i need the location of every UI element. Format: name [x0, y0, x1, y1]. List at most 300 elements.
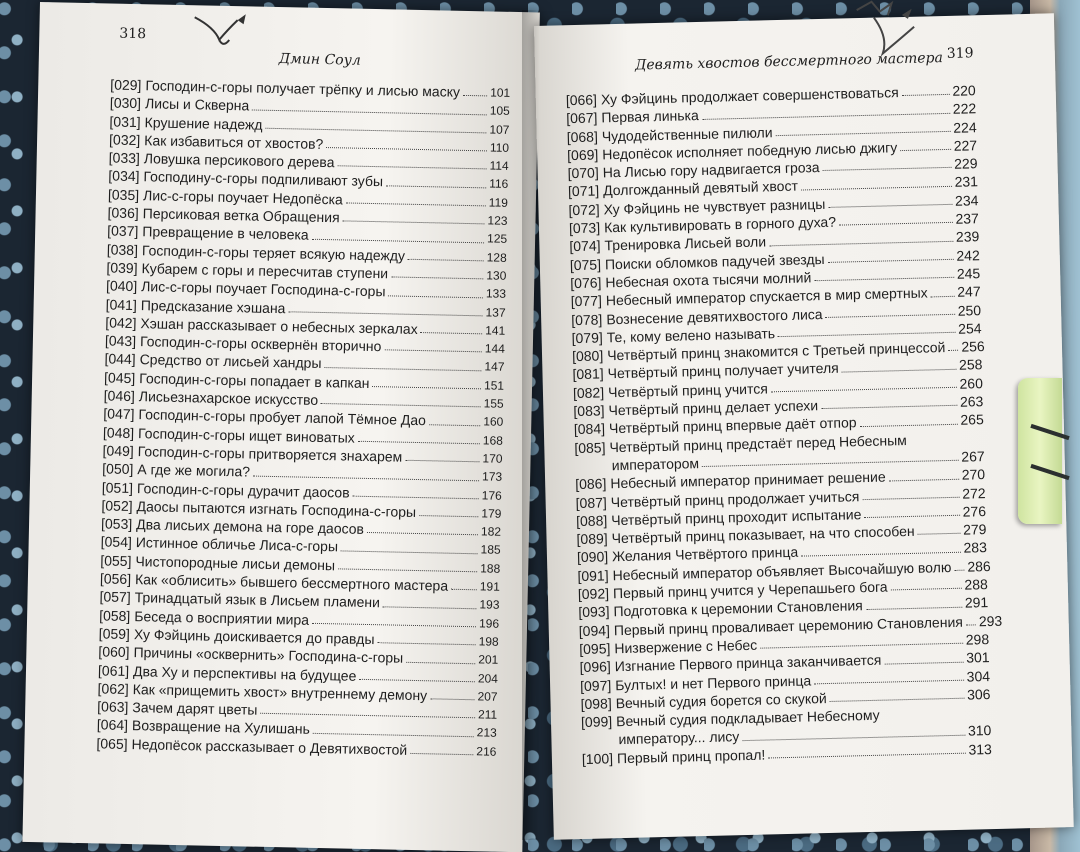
toc-entry-number: [037] — [107, 222, 139, 240]
toc-entry-number: [079] — [571, 329, 603, 347]
toc-entry-page: 144 — [484, 341, 505, 356]
toc-entry-number: [059] — [98, 625, 131, 642]
toc-entry-number: [058] — [99, 606, 131, 624]
toc-leader-dots — [312, 623, 476, 627]
toc-entry-page: 224 — [953, 118, 977, 136]
toc-leader-dots — [353, 495, 479, 499]
toc-entry-page: 242 — [956, 246, 980, 264]
toc-entry-page: 130 — [486, 268, 507, 283]
toc-entry-page: 245 — [956, 265, 981, 282]
toc-leader-dots — [406, 661, 475, 663]
toc-entry-number: [061] — [97, 661, 130, 679]
toc-entry-number: [049] — [102, 442, 134, 459]
toc-entry-number: [077] — [570, 292, 603, 310]
toc-leader-dots — [386, 185, 486, 188]
toc-entry-number: [030] — [109, 94, 142, 112]
toc-leader-dots — [821, 405, 957, 409]
toc-entry-page: 198 — [478, 634, 499, 649]
toc-entry-page: 213 — [476, 725, 497, 741]
toc-entry-page: 283 — [963, 539, 988, 557]
toc-leader-dots — [902, 94, 950, 96]
toc-leader-dots — [451, 589, 477, 591]
toc-entry-title: Лисьезнахарское искусство — [138, 388, 319, 408]
toc-entry-title: Первый принц пропал! — [616, 746, 766, 766]
toc-entry-title: Ловушка персикового дерева — [143, 150, 335, 171]
toc-entry-title: Как избавиться от хвостов? — [144, 132, 324, 152]
toc-leader-dots — [252, 109, 487, 115]
toc-entry-page: 234 — [954, 191, 979, 209]
toc-entry-title: Крушение надежд — [144, 113, 263, 133]
toc-entry-title: Четвёртый принц показывает, на что способен — [611, 522, 915, 547]
toc-leader-dots — [408, 259, 484, 262]
toc-leader-dots — [346, 203, 486, 207]
toc-leader-dots — [769, 240, 953, 245]
right-page — [534, 13, 1074, 839]
toc-entry-title: Чистопородные лисьи демоны — [135, 552, 336, 574]
toc-entry-page: 291 — [964, 594, 989, 611]
toc-leader-dots — [421, 332, 483, 334]
toc-entry-page: 119 — [488, 195, 509, 210]
toc-leader-dots — [891, 588, 962, 591]
toc-leader-dots — [429, 424, 480, 426]
left-running-head: Дмин Соул — [278, 51, 361, 69]
toc-entry-title: Долгожданный девятый хвост — [602, 178, 799, 199]
toc-entry-page: 204 — [477, 670, 499, 686]
toc-entry-page: 293 — [978, 612, 1003, 629]
toc-leader-dots — [288, 311, 482, 316]
toc-entry-title: Четвёртый принц продолжает учиться — [610, 487, 860, 510]
toc-list-right — [565, 81, 1003, 768]
toc-entry-page: 193 — [479, 597, 500, 613]
toc-leader-dots — [826, 314, 955, 318]
toc-entry-page: 211 — [477, 707, 498, 722]
toc-entry-title: Небесный император принимает решение — [610, 468, 886, 492]
toc-entry-title: Два лисьих демона на горе даосов — [136, 516, 365, 538]
toc-leader-dots — [814, 277, 954, 281]
toc-leader-dots — [326, 147, 487, 151]
toc-entry-number: [080] — [571, 347, 604, 365]
toc-leader-dots — [776, 131, 951, 136]
toc-leader-dots — [324, 367, 481, 371]
toc-leader-dots — [884, 661, 963, 664]
toc-entry-page: 237 — [955, 210, 980, 227]
toc-entry-page: 185 — [480, 542, 501, 558]
toc-entry-number: [041] — [105, 296, 137, 313]
toc-leader-dots — [358, 441, 480, 445]
toc-leader-dots — [312, 238, 484, 243]
toc-entry-number: [068] — [566, 128, 599, 145]
toc-entry-number: [053] — [100, 515, 133, 533]
toc-leader-dots — [260, 713, 475, 718]
toc-entry-page: 160 — [483, 414, 504, 430]
toc-entry-page: 229 — [953, 155, 978, 172]
toc-leader-dots — [391, 277, 483, 280]
toc-leader-dots — [384, 350, 481, 353]
toc-entry-title: Господин-с-горы получает трёпку и лисью маску — [145, 77, 461, 100]
toc-entry-number: [045] — [103, 369, 136, 386]
toc-entry-number: [070] — [567, 164, 599, 182]
toc-entry-title: Желания Четвёртого принца — [611, 544, 799, 565]
toc-entry-number: [040] — [105, 277, 138, 295]
toc-entry-title: Тренировка Лисьей воли — [604, 233, 767, 254]
toc-entry-title: Ху Фэйцинь продолжает совершенствоваться — [600, 84, 899, 108]
toc-entry-number: [094] — [578, 621, 611, 639]
toc-entry-page: 256 — [961, 338, 985, 355]
toc-leader-dots — [321, 403, 481, 407]
toc-entry-title: Как «облисить» бывшего бессмертного мастера — [134, 571, 449, 594]
toc-entry-page: 265 — [960, 411, 984, 429]
toc-entry-title: Лис-с-горы поучает Недопёска — [142, 186, 343, 208]
toc-entry-number: [052] — [101, 497, 133, 514]
toc-leader-dots — [828, 259, 954, 263]
toc-entry-page: 151 — [483, 378, 505, 393]
toc-leader-dots — [383, 606, 477, 609]
toc-entry-title: Превращение в человека — [142, 223, 309, 244]
toc-entry-number: [050] — [102, 460, 134, 478]
toc-entry-number: [074] — [569, 237, 601, 255]
toc-leader-dots — [419, 515, 478, 517]
toc-entry-number: [088] — [575, 512, 608, 529]
toc-leader-dots — [828, 204, 952, 208]
toc-leader-dots — [338, 568, 477, 572]
toc-entry-number: [056] — [99, 570, 132, 588]
toc-leader-dots — [866, 606, 962, 609]
toc-leader-dots — [313, 733, 474, 737]
toc-entry-page: 147 — [484, 359, 505, 375]
toc-entry-page: 254 — [957, 320, 982, 337]
toc-entry-title: Зачем дарят цветы — [132, 699, 258, 718]
toc-entry-number: [092] — [577, 585, 610, 603]
toc-entry-number: [046] — [103, 387, 136, 405]
toc-entry-page: 231 — [954, 173, 979, 191]
toc-leader-dots — [948, 350, 958, 351]
toc-entry-page: 182 — [480, 524, 502, 539]
toc-entry-title: Четвёртый принц знакомится с Третьей принцессой — [607, 339, 946, 364]
toc-entry-page: 133 — [485, 286, 507, 302]
toc-entry-title: Даосы пытаются изгнать Господина-с-горы — [136, 497, 417, 520]
toc-leader-dots — [889, 478, 959, 481]
toc-entry-page: 298 — [965, 630, 990, 648]
toc-entry-number: [067] — [566, 109, 598, 127]
toc-entry-title: Чудодейственные пилюли — [601, 123, 773, 144]
toc-entry-number: [091] — [577, 567, 609, 584]
toc-entry-title: Господин-с-горы пробует лапой Тёмное Дао — [138, 406, 427, 429]
toc-entry-number: [099] — [580, 713, 613, 731]
toc-leader-dots — [343, 221, 485, 225]
toc-entry-page: 137 — [485, 304, 506, 320]
toc-entry-page: 260 — [959, 374, 984, 392]
toc-entry-title: Как культивировать в горного духа? — [603, 213, 837, 236]
toc-entry-page: 125 — [486, 231, 508, 247]
toc-entry-page: 310 — [967, 722, 992, 739]
toc-entry-title: Господин-с-горы притворяется знахарем — [137, 443, 403, 465]
toc-entry-page: 239 — [955, 228, 980, 246]
toc-entry-number: [036] — [107, 204, 139, 222]
toc-leader-dots — [760, 643, 963, 649]
toc-entry-title: Поиски обломков падучей звезды — [604, 250, 825, 273]
toc-entry-title: Персиковая ветка Обращения — [142, 205, 340, 226]
toc-entry-page: 301 — [966, 649, 990, 666]
toc-entry-title: Лисы и Скверна — [144, 95, 250, 114]
toc-entry-page: 201 — [478, 652, 499, 667]
toc-leader-dots — [367, 532, 478, 535]
toc-entry-number: [093] — [578, 603, 610, 621]
toc-entry-title: Недопёсок рассказывает о Девятихвостой — [131, 735, 408, 758]
toc-entry-page: 207 — [477, 689, 498, 704]
toc-entry-title: Истинное обличье Лиса-с-горы — [135, 534, 339, 555]
toc-entry-title: Господин-с-горы попадает в капкан — [139, 369, 370, 391]
toc-leader-dots — [801, 186, 952, 191]
toc-entry-number: [076] — [570, 274, 602, 292]
toc-leader-dots — [842, 369, 956, 373]
toc-entry-page: 313 — [968, 740, 992, 758]
toc-entry-title: Небесный император спускается в мир смертных — [605, 284, 928, 309]
toc-entry-number: [064] — [96, 716, 129, 734]
toc-entry-page: 179 — [481, 506, 502, 521]
right-running-head: Девять хвостов бессмертного мастера — [634, 50, 944, 74]
toc-entry-page: 170 — [482, 451, 503, 466]
toc-entry-number: [085] — [574, 439, 606, 456]
toc-entry-title: Низвержение с Небес — [614, 636, 758, 657]
toc-entry-number: [075] — [569, 256, 602, 273]
toc-entry-number: [048] — [102, 424, 135, 441]
toc-entry-number: [069] — [566, 146, 599, 164]
toc-entry-title: Небесный император объявляет Высочайшую волю — [612, 558, 952, 583]
toc-entry-title: Бултых! и нет Первого принца — [615, 671, 812, 693]
toc-leader-dots — [430, 698, 474, 700]
toc-leader-dots — [864, 515, 959, 518]
toc-entry-title: А где же могила? — [137, 461, 251, 480]
toc-entry-number: [032] — [108, 131, 141, 149]
toc-entry-page: 176 — [481, 487, 502, 503]
toc-entry-number: [044] — [104, 350, 136, 368]
toc-leader-dots — [771, 387, 957, 393]
toc-entry-title: Беседа о восприятии мира — [134, 607, 310, 628]
toc-entry-title: Четвёртый принц получает учителя — [607, 360, 839, 382]
toc-entry-number: [047] — [103, 405, 135, 423]
toc-leader-dots — [405, 460, 479, 463]
toc-entry-page: 247 — [957, 283, 981, 301]
toc-entry-number: [086] — [575, 475, 607, 493]
toc-entry-title: Четвёртый принц проходит испытание — [611, 505, 862, 529]
toc-entry-title: Ху Фэйцинь не чувствует разницы — [603, 195, 826, 218]
toc-leader-dots — [931, 295, 955, 297]
toc-leader-dots — [372, 386, 481, 389]
toc-leader-dots — [860, 423, 958, 426]
toc-entry-page: 107 — [489, 122, 510, 137]
toc-leader-dots — [966, 624, 976, 625]
toc-entry-number: [083] — [573, 402, 605, 420]
toc-entry-number: [078] — [570, 310, 603, 328]
toc-entry-number: [063] — [97, 698, 129, 716]
toc-entry-page: 123 — [487, 213, 508, 228]
toc-entry-number: [097] — [579, 676, 612, 694]
toc-entry-title: Небесная охота тысячи молний — [605, 269, 812, 291]
right-page-number: 319 — [946, 45, 974, 62]
toc-entry-title: Вечный судия подкладывает Небесному — [615, 706, 880, 730]
toc-leader-dots — [862, 497, 959, 500]
toc-leader-dots — [359, 679, 475, 682]
toc-entry-page: 227 — [953, 137, 978, 154]
toc-entry-number: [087] — [575, 493, 607, 511]
toc-leader-dots — [410, 753, 473, 755]
book-spine-shadow — [522, 10, 552, 840]
toc-entry-number: [055] — [100, 552, 132, 569]
toc-leader-dots — [823, 167, 952, 171]
toc-entry-page: 304 — [966, 667, 991, 685]
fox-head-icon-right — [851, 0, 932, 58]
toc-entry-page: 116 — [489, 176, 509, 192]
toc-entry-page: 101 — [490, 85, 511, 100]
toc-leader-dots — [337, 166, 486, 170]
toc-entry-number: [089] — [576, 530, 608, 548]
toc-entry-page: 196 — [478, 615, 500, 631]
toc-entry-title: Недопёсок исполняет победную лисью джигу — [602, 139, 898, 163]
toc-entry-title: Четвёртый принц учится — [607, 380, 768, 401]
toc-entry-page: 191 — [479, 579, 501, 594]
left-page — [22, 2, 539, 852]
toc-leader-dots — [830, 698, 964, 702]
toc-entry-number: [062] — [97, 680, 129, 697]
toc-entry-page: 155 — [483, 396, 504, 411]
toc-entry-title: Господин-с-горы дурачит даосов — [136, 479, 350, 501]
toc-entry-number: [084] — [573, 420, 606, 438]
toc-entry-number: [096] — [579, 658, 612, 676]
toc-entry-page: 114 — [489, 158, 509, 174]
toc-entry-number: [100] — [581, 749, 614, 767]
toc-entry-title: Как «прищемить хвост» внутреннему демону — [132, 680, 428, 704]
toc-entry-page: 267 — [961, 448, 985, 465]
toc-entry-number: [065] — [96, 735, 128, 752]
toc-entry-title: императором — [611, 455, 700, 474]
toc-entry-number: [039] — [106, 259, 138, 277]
toc-entry-number: [066] — [565, 91, 598, 109]
toc-entry-page: 276 — [962, 502, 987, 520]
left-page-number: 318 — [119, 25, 147, 43]
toc-leader-dots — [918, 533, 960, 535]
toc-entry-title: Четвёртый принц делает успехи — [608, 397, 819, 419]
toc-entry-number: [072] — [568, 201, 600, 218]
toc-entry-title: Вознесение девятихвостого лиса — [606, 305, 823, 327]
toc-entry-number: [054] — [100, 533, 133, 551]
toc-leader-dots — [341, 550, 478, 554]
toc-entry-title: Господину-с-горы подпиливают зубы — [143, 168, 384, 190]
toc-entry-number: [031] — [109, 113, 141, 130]
toc-entry-title: Четвёртый принц впервые даёт отпор — [608, 414, 857, 437]
toc-leader-dots — [801, 551, 960, 556]
toc-leader-dots — [814, 679, 964, 684]
toc-entry-title: Возвращение на Хулишань — [131, 717, 311, 738]
toc-entry-number: [034] — [108, 167, 140, 185]
toc-entry-number: [095] — [579, 640, 611, 657]
toc-entry-number: [057] — [99, 588, 131, 606]
toc-entry-page: 258 — [958, 356, 983, 374]
toc-entry-title: Те, кому велено называть — [606, 325, 776, 346]
toc-entry-title: Первый принц проваливает церемонию Становления — [613, 613, 964, 638]
toc-entry-title: Первая линька — [601, 107, 699, 126]
toc-entry-number: [098] — [580, 695, 612, 712]
toc-entry-number: [081] — [572, 365, 604, 383]
toc-entry-number: [035] — [107, 186, 140, 203]
toc-entry-number: [060] — [98, 643, 130, 661]
toc-entry-page: 168 — [482, 433, 504, 448]
toc-entry-title: Четвёртый принц предстаёт перед Небесным — [609, 431, 907, 455]
toc-entry-page: 110 — [489, 140, 510, 155]
toc-entry-number: [029] — [110, 76, 142, 94]
toc-entry-title: Предсказание хэшана — [140, 296, 286, 316]
toc-entry-title: императору... лису — [618, 728, 740, 748]
toc-leader-dots — [954, 570, 964, 571]
toc-entry-page: 263 — [959, 393, 984, 410]
toc-entry-number: [042] — [105, 314, 137, 331]
toc-entry-title: Лис-с-горы поучает Господина-с-горы — [141, 278, 386, 300]
toc-entry-title: Подготовка к церемонии Становления — [613, 597, 863, 620]
toc-leader-dots — [377, 642, 475, 645]
toc-list-left — [96, 75, 510, 760]
toc-leader-dots — [265, 128, 486, 134]
toc-leader-dots — [778, 332, 955, 337]
toc-entry-page: 288 — [964, 576, 988, 593]
fox-head-icon-left — [189, 9, 260, 50]
toc-entry-title: Средство от лисьей хандры — [139, 351, 322, 372]
toc-leader-dots — [839, 222, 952, 226]
toc-entry-title: Тринадцатый язык в Лисьем пламени — [134, 589, 381, 611]
toc-entry-title: Господин-с-горы ищет виноватых — [137, 424, 355, 446]
toc-entry-title: На Лисью гору надвигается гроза — [602, 159, 820, 181]
toc-entry-title: Два Ху и перспективы на будущее — [132, 662, 357, 684]
toc-entry-title: Господин-с-горы теряет всякую надежду — [141, 241, 406, 264]
toc-entry-title: Господин-с-горы осквернён вторично — [139, 333, 382, 355]
toc-entry-page: 216 — [476, 743, 497, 759]
toc-leader-dots — [900, 149, 951, 151]
toc-entry-number: [082] — [572, 384, 605, 401]
toc-entry-number: [043] — [104, 332, 137, 350]
toc-entry-page: 270 — [961, 466, 986, 483]
toc-entry-page: 250 — [957, 301, 982, 319]
toc-entry-page: 173 — [481, 469, 503, 485]
toc-entry-number: [071] — [567, 182, 600, 200]
toc-entry-number: [051] — [101, 478, 134, 496]
toc-entry-page: 220 — [952, 82, 976, 99]
toc-entry-title: Изгнание Первого принца заканчивается — [614, 651, 882, 675]
toc-entry-number: [038] — [106, 241, 139, 258]
toc-entry-page: 188 — [480, 561, 501, 576]
toc-entry-page: 286 — [967, 557, 991, 575]
toc-entry-page: 272 — [961, 484, 986, 502]
toc-entry-page: 306 — [966, 685, 991, 703]
toc-entry-title: Причины «осквернить» Господина-с-горы — [133, 644, 404, 666]
toc-entry-title: Первый принц учится у Черепашьего бога — [612, 578, 888, 602]
toc-entry-page: 141 — [485, 323, 506, 338]
toc-entry-number: [033] — [108, 149, 141, 167]
toc-entry-page: 105 — [489, 103, 510, 119]
toc-entry-page: 222 — [952, 100, 977, 118]
toc-leader-dots — [463, 95, 487, 97]
toc-entry-title: Ху Фэйцинь доискивается до правды — [133, 626, 375, 648]
toc-entry-page: 128 — [486, 250, 507, 265]
toc-entry-title: Хэшан рассказывает о небесных зеркалах — [140, 315, 418, 337]
toc-entry-title: Кубарем с горы и пересчитав ступени — [141, 260, 389, 282]
toc-leader-dots — [742, 734, 965, 740]
toc-leader-dots — [253, 475, 479, 481]
toc-leader-dots — [388, 295, 483, 298]
toc-entry-number: [073] — [568, 219, 601, 237]
toc-entry-title: Вечный судия борется со скукой — [615, 689, 827, 712]
toc-entry-number: [090] — [576, 548, 609, 566]
toc-entry-page: 279 — [962, 521, 987, 538]
toc-leader-dots — [768, 753, 965, 759]
binder-clip — [1018, 378, 1062, 524]
